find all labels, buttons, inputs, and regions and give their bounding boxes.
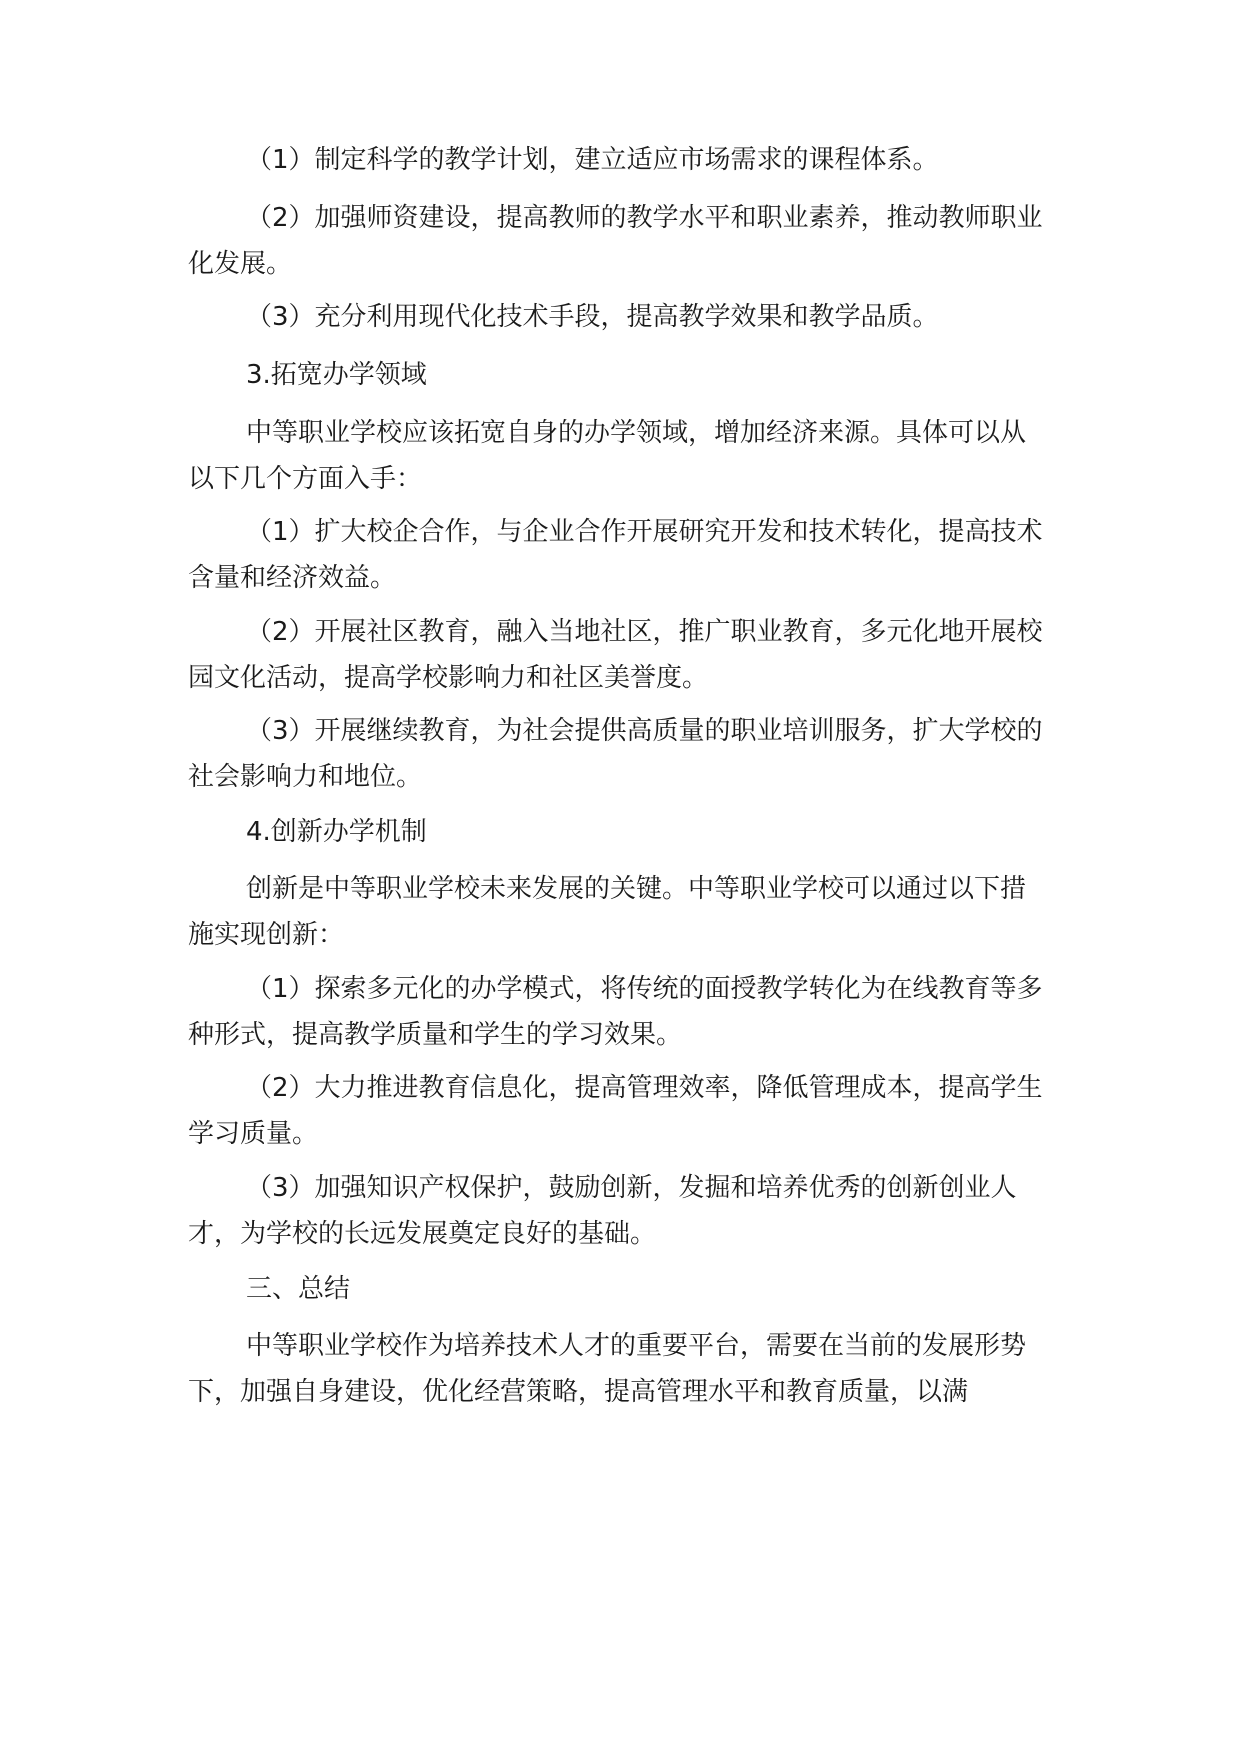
paragraph-ip-protection: （3）加强知识产权保护，鼓励创新，发掘和培养优秀的创新创业人才，为学校的长远发展奠定良好的基础。 [188,1173,1017,1249]
paragraph-informatization: （2）大力推进教育信息化，提高管理效率，降低管理成本，提高学生学习质量。 [188,1073,1043,1149]
paragraph-faculty: （2）加强师资建设，提高教师的教学水平和职业素养，推动教师职业化发展。 [188,203,1043,279]
heading-summary: 三、总结 [246,1274,351,1304]
paragraph-continuing-education: （3）开展继续教育，为社会提供高质量的职业培训服务，扩大学校的社会影响力和地位。 [188,716,1043,792]
paragraph-community-education: （2）开展社区教育，融入当地社区，推广职业教育，多元化地开展校园文化活动，提高学校影响力和社区美誉度。 [188,617,1043,693]
paragraph-curriculum: （1）制定科学的教学计划，建立适应市场需求的课程体系。 [246,145,939,175]
paragraph-innovation-intro: 创新是中等职业学校未来发展的关键。中等职业学校可以通过以下措施实现创新： [188,874,1027,950]
heading-expand-fields: 3.拓宽办学领域 [246,360,427,390]
paragraph-expand-intro: 中等职业学校应该拓宽自身的办学领域，增加经济来源。具体可以从以下几个方面入手： [188,418,1027,494]
paragraph-diversified-model: （1）探索多元化的办学模式，将传统的面授教学转化为在线教育等多种形式，提高教学质量和学生的学习效果。 [188,974,1043,1050]
paragraph-technology: （3）充分利用现代化技术手段，提高教学效果和教学品质。 [246,302,939,332]
paragraph-school-enterprise: （1）扩大校企合作，与企业合作开展研究开发和技术转化，提高技术含量和经济效益。 [188,517,1043,593]
heading-innovate-mechanism: 4.创新办学机制 [246,817,427,847]
paragraph-summary: 中等职业学校作为培养技术人才的重要平台，需要在当前的发展形势下，加强自身建设，优化经营策略，提高管理水平和教育质量，以满 [188,1331,1027,1407]
